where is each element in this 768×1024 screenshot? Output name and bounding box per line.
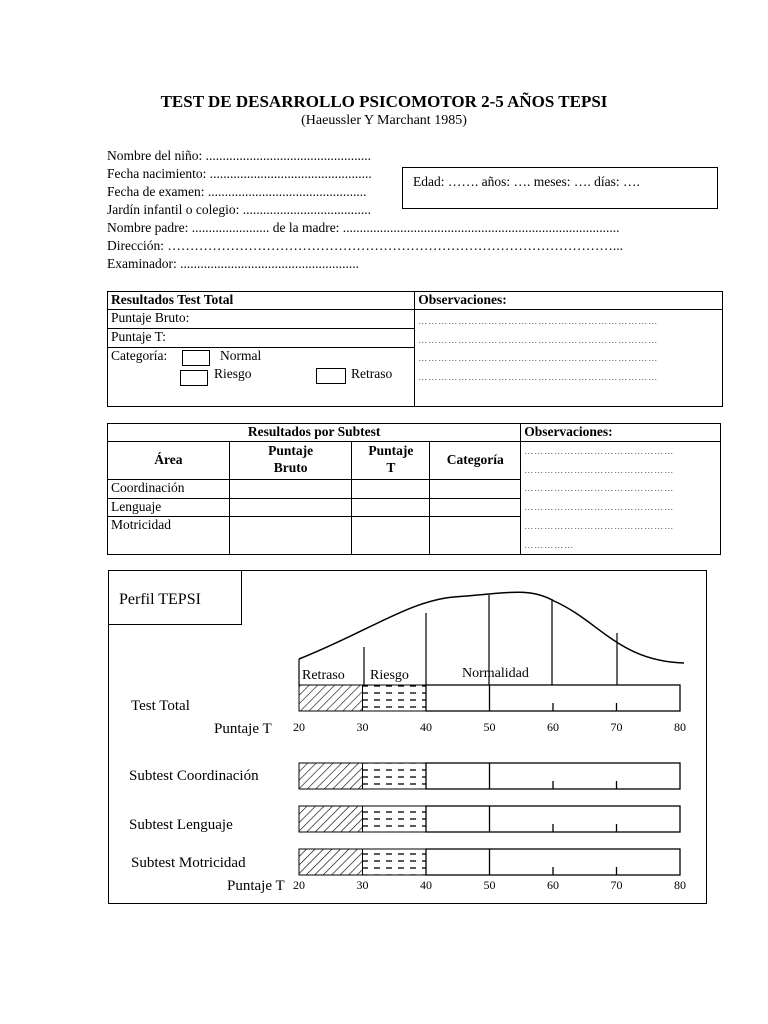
subtest-obs-lines[interactable]: ……………………………………… ……………………………………… ……………………………………… ……………………………………… ……………………………………… …………… bbox=[521, 442, 721, 555]
bar-coordinacion-riesgo bbox=[363, 763, 427, 789]
cell-input[interactable] bbox=[229, 517, 352, 555]
tick-label-top-80: 80 bbox=[674, 720, 686, 734]
row-label-lenguaje: Subtest Lenguaje bbox=[129, 817, 233, 833]
row-area-label: Coordinación bbox=[108, 479, 230, 498]
cell-input[interactable] bbox=[352, 498, 430, 517]
tick-label-bottom-30: 30 bbox=[356, 878, 369, 892]
total-obs-header: Observaciones: bbox=[415, 292, 723, 310]
jardin-field[interactable]: Jardín infantil o colegio: ...................................... bbox=[107, 202, 371, 217]
cell-input[interactable] bbox=[229, 479, 352, 498]
examinador-field[interactable]: Examinador: ..................................................... bbox=[107, 256, 359, 271]
tick-label-bottom-80: 80 bbox=[674, 878, 686, 892]
tick-label-top-30: 30 bbox=[356, 720, 369, 734]
puntaje-t-label[interactable]: Puntaje T: bbox=[108, 329, 414, 348]
perfil-svg bbox=[109, 571, 706, 903]
total-results-body bbox=[108, 310, 415, 407]
bar-lenguaje-retraso bbox=[299, 806, 363, 832]
tick-label-bottom-40: 40 bbox=[420, 878, 432, 892]
total-results-header: Resultados Test Total bbox=[108, 292, 415, 310]
fecha-examen-field[interactable]: Fecha de examen: ............................................... bbox=[107, 184, 367, 199]
puntaje-t-label-bottom: Puntaje T bbox=[227, 878, 285, 894]
subtest-obs-header: Observaciones: bbox=[521, 424, 721, 442]
riesgo-checkbox[interactable] bbox=[180, 370, 208, 386]
puntaje-bruto-label[interactable]: Puntaje Bruto: bbox=[108, 310, 414, 329]
tick-label-bottom-50: 50 bbox=[483, 878, 496, 892]
normal-checkbox[interactable] bbox=[182, 350, 210, 366]
subtest-results-header: Resultados por Subtest bbox=[108, 424, 521, 442]
row-area-label: Motricidad bbox=[108, 517, 230, 555]
total-results-table bbox=[107, 291, 723, 407]
col-puntaje-t: Puntaje T bbox=[352, 442, 430, 480]
col-puntaje-bruto: Puntaje Bruto bbox=[229, 442, 352, 480]
col-categoria: Categoría bbox=[430, 442, 521, 480]
bar-test-total-riesgo bbox=[363, 685, 427, 711]
nombre-nino-field[interactable]: Nombre del niño: ................................................. bbox=[107, 148, 371, 163]
categoria-area bbox=[108, 348, 414, 406]
normal-label: Normal bbox=[220, 348, 262, 363]
tick-label-top-40: 40 bbox=[420, 720, 432, 734]
fecha-nacimiento-field[interactable]: Fecha nacimiento: ................................................ bbox=[107, 166, 372, 181]
tick-label-bottom-20: 20 bbox=[293, 878, 305, 892]
col-area: Área bbox=[108, 442, 230, 480]
row-label-coordinacion: Subtest Coordinación bbox=[129, 768, 259, 784]
cell-input[interactable] bbox=[352, 479, 430, 498]
retraso-label: Retraso bbox=[351, 366, 393, 381]
cell-input[interactable] bbox=[430, 517, 521, 555]
tick-label-top-20: 20 bbox=[293, 720, 305, 734]
cell-input[interactable] bbox=[352, 517, 430, 555]
edad-box[interactable]: Edad: ……. años: …. meses: …. días: …. bbox=[402, 167, 718, 209]
retraso-checkbox[interactable] bbox=[316, 368, 346, 384]
cell-input[interactable] bbox=[229, 498, 352, 517]
bell-curve bbox=[299, 592, 684, 663]
nombre-padre-field[interactable]: Nombre padre: ....................... de la madre: .................................................................................. bbox=[107, 220, 620, 235]
row-label-motricidad: Subtest Motricidad bbox=[131, 855, 246, 871]
zone-label-normalidad: Normalidad bbox=[462, 666, 529, 681]
page-title: TEST DE DESARROLLO PSICOMOTOR 2-5 AÑOS TEPSI bbox=[160, 92, 608, 111]
bar-coordinacion-retraso bbox=[299, 763, 363, 789]
total-obs-lines[interactable]: ……………………………………………………………… ……………………………………………………………… ……………………………………………………………… ……………………………………………………………… bbox=[415, 310, 723, 407]
categoria-label: Categoría: bbox=[111, 348, 168, 363]
tick-label-bottom-70: 70 bbox=[610, 878, 623, 892]
tick-label-top-60: 60 bbox=[547, 720, 559, 734]
cell-input[interactable] bbox=[430, 479, 521, 498]
tick-label-bottom-60: 60 bbox=[547, 878, 559, 892]
cell-input[interactable] bbox=[430, 498, 521, 517]
zone-label-retraso: Retraso bbox=[302, 668, 345, 683]
bar-lenguaje-riesgo bbox=[363, 806, 427, 832]
bar-motricidad-retraso bbox=[299, 849, 363, 875]
zone-label-riesgo: Riesgo bbox=[370, 668, 409, 683]
subtest-results-table bbox=[107, 423, 721, 555]
bar-motricidad-riesgo bbox=[363, 849, 427, 875]
perfil-title: Perfil TEPSI bbox=[109, 571, 242, 625]
bar-test-total-retraso bbox=[299, 685, 363, 711]
tick-label-top-50: 50 bbox=[483, 720, 496, 734]
puntaje-t-label-top: Puntaje T bbox=[214, 721, 272, 737]
row-area-label: Lenguaje bbox=[108, 498, 230, 517]
riesgo-label: Riesgo bbox=[214, 366, 252, 381]
direccion-field[interactable]: Dirección: ………………………………………………………………………………………... bbox=[107, 238, 623, 253]
tick-label-top-70: 70 bbox=[610, 720, 623, 734]
row-label-test-total: Test Total bbox=[131, 698, 190, 714]
page-subtitle: (Haeussler Y Marchant 1985) bbox=[301, 113, 467, 128]
perfil-tepsi-chart bbox=[108, 570, 707, 904]
